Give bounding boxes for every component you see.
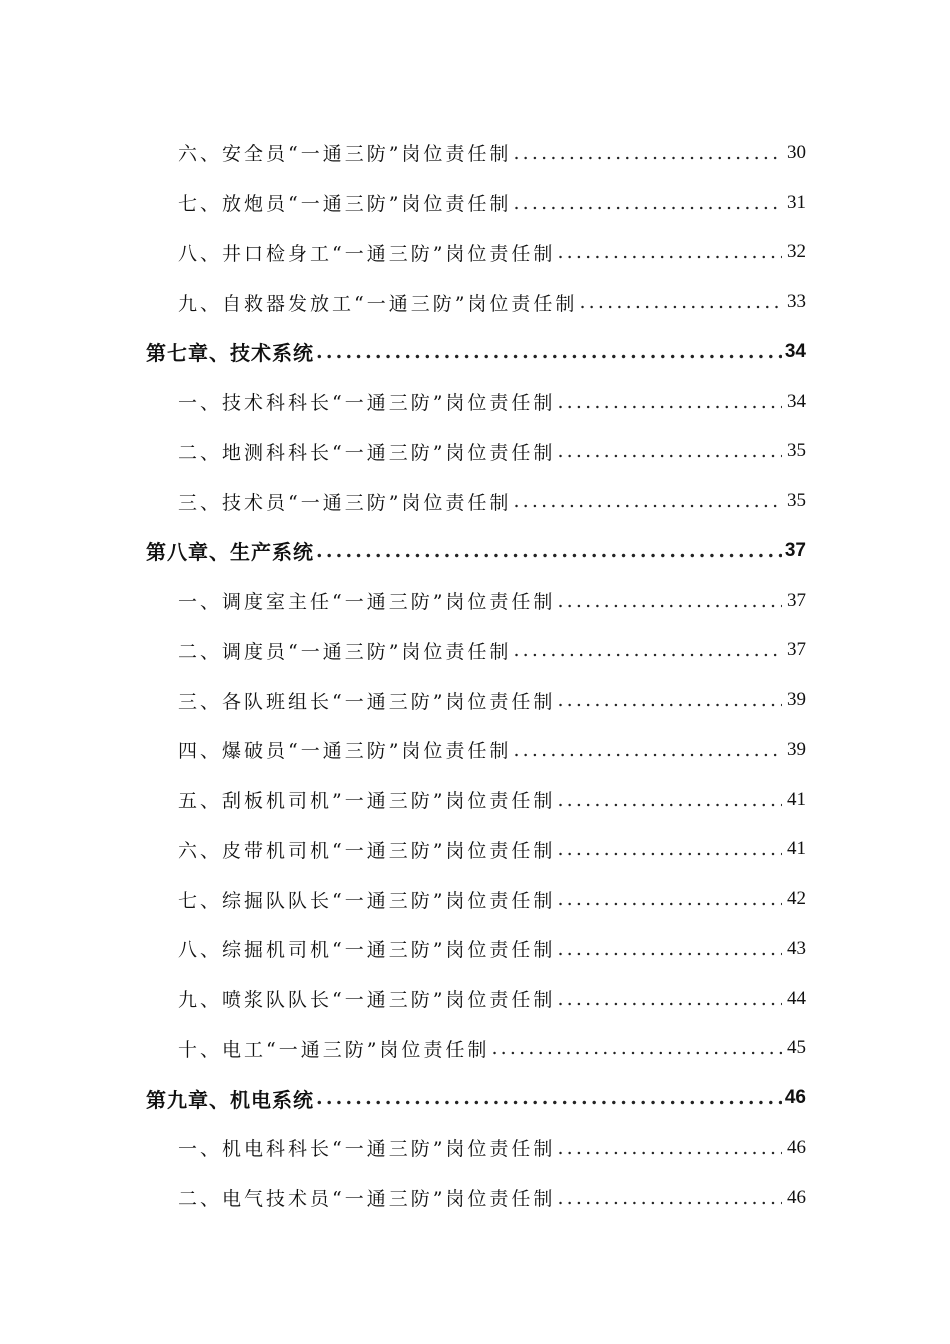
toc-leader-dots [513,739,782,761]
toc-entry-title: 一、调度室主任“一通三防”岗位责任制 [178,591,556,614]
toc-leader-dots [513,490,782,512]
toc-section-entry[interactable] [0,128,806,178]
toc-entry-title: 六、安全员“一通三防”岗位责任制 [178,143,512,166]
toc-section-entry[interactable] [0,178,806,228]
toc-page-number: 39 [787,689,806,711]
toc-page-number: 42 [787,888,806,910]
toc-entry-title: 一、技术科科长“一通三防”岗位责任制 [178,392,556,415]
toc-chapter-entry[interactable] [0,327,806,377]
toc-page-number: 44 [787,987,806,1009]
toc-page-number: 46 [787,1136,806,1158]
toc-section-entry[interactable] [0,277,806,327]
toc-leader-dots [491,1037,782,1059]
toc-leader-dots [513,192,782,214]
toc-page-number: 32 [787,241,806,263]
toc-leader-dots [557,440,782,462]
toc-section-entry[interactable] [0,675,806,725]
toc-leader-dots [557,241,782,263]
toc-entry-title: 三、各队班组长“一通三防”岗位责任制 [178,690,556,713]
toc-page-number: 45 [787,1037,806,1059]
toc-entry-title: 二、调度员“一通三防”岗位责任制 [178,640,512,663]
toc-page-number: 41 [787,788,806,810]
toc-section-entry[interactable] [0,576,806,626]
toc-page-number: 37 [784,539,806,561]
toc-section-entry[interactable] [0,924,806,974]
toc-section-entry[interactable] [0,775,806,825]
toc-section-entry[interactable] [0,626,806,676]
toc-leader-dots [557,1187,782,1209]
toc-leader-dots [316,341,782,363]
toc-page-number: 39 [787,738,806,760]
toc-page-number: 41 [787,838,806,860]
toc-page-number: 34 [784,340,806,362]
toc-page-number: 46 [787,1186,806,1208]
toc-leader-dots [557,1137,782,1159]
toc-leader-dots [316,540,782,562]
toc-chapter-entry[interactable] [0,526,806,576]
toc-page-number: 35 [787,490,806,512]
toc-page-number: 33 [787,291,806,313]
toc-page-number: 46 [784,1087,806,1109]
toc-section-entry[interactable] [0,825,806,875]
toc-section-entry[interactable] [0,476,806,526]
toc-section-entry[interactable] [0,377,806,427]
toc-entry-title: 六、皮带机司机“一通三防”岗位责任制 [178,839,556,862]
toc-entry-title: 九、喷浆队队长“一通三防”岗位责任制 [178,989,556,1012]
toc-entry-title: 五、刮板机司机”一通三防”岗位责任制 [178,790,556,813]
toc-leader-dots [557,391,782,413]
toc-leader-dots [557,888,782,910]
toc-page-number: 34 [787,390,806,412]
toc-section-entry[interactable] [0,1173,806,1223]
toc-page-number: 30 [787,141,806,163]
toc-section-entry[interactable] [0,1123,806,1173]
toc-leader-dots [557,838,782,860]
toc-chapter-entry[interactable] [0,1073,806,1123]
toc-leader-dots [557,938,782,960]
toc-page-number: 43 [787,937,806,959]
toc-section-entry[interactable] [0,427,806,477]
toc-leader-dots [557,988,782,1010]
toc-leader-dots [513,639,782,661]
toc-leader-dots [316,1087,782,1109]
toc-section-entry[interactable] [0,974,806,1024]
toc-entry-title: 一、机电科科长“一通三防”岗位责任制 [178,1138,556,1161]
toc-leader-dots [557,789,782,811]
toc-entry-title: 第七章、技术系统 [146,341,314,366]
toc-entry-title: 二、地测科科长“一通三防”岗位责任制 [178,441,556,464]
toc-page-number: 35 [787,440,806,462]
toc-page-number: 37 [787,589,806,611]
toc-entry-title: 第九章、机电系统 [146,1087,314,1112]
table-of-contents [0,128,950,1223]
toc-entry-title: 十、电工“一通三防”岗位责任制 [178,1038,490,1061]
toc-entry-title: 九、自救器发放工“一通三防”岗位责任制 [178,292,578,315]
toc-entry-title: 八、井口检身工“一通三防”岗位责任制 [178,242,556,265]
toc-section-entry[interactable] [0,228,806,278]
toc-entry-title: 三、技术员“一通三防”岗位责任制 [178,491,512,514]
toc-section-entry[interactable] [0,874,806,924]
toc-entry-title: 七、放炮员“一通三防”岗位责任制 [178,193,512,216]
toc-entry-title: 四、爆破员“一通三防”岗位责任制 [178,740,512,763]
toc-leader-dots [513,142,782,164]
toc-section-entry[interactable] [0,1024,806,1074]
toc-entry-title: 第八章、生产系统 [146,540,314,565]
toc-leader-dots [557,689,782,711]
toc-entry-title: 七、综掘队队长“一通三防”岗位责任制 [178,889,556,912]
toc-entry-title: 二、电气技术员“一通三防”岗位责任制 [178,1188,556,1211]
toc-section-entry[interactable] [0,725,806,775]
toc-page-number: 37 [787,639,806,661]
toc-leader-dots [557,590,782,612]
toc-page-number: 31 [787,191,806,213]
toc-leader-dots [579,291,782,313]
toc-entry-title: 八、综掘机司机“一通三防”岗位责任制 [178,939,556,962]
